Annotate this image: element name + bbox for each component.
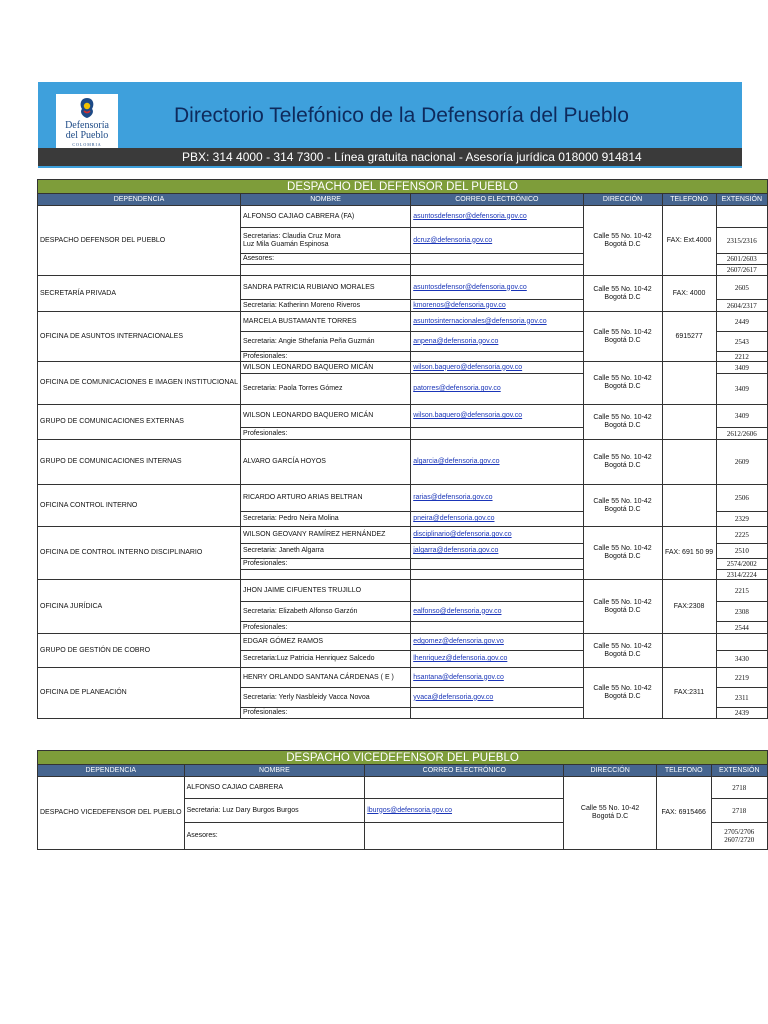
dependencia-cell: OFICINA DE PLANEACIÓN	[38, 668, 241, 719]
nombre-cell: Secretaria: Elizabeth Alfonso Garzón	[240, 602, 410, 622]
correo-cell	[365, 777, 564, 799]
logo-text-line2: del Pueblo	[65, 130, 109, 141]
telefono-cell: FAX: 691 50 99	[662, 527, 716, 580]
section-title-row	[38, 751, 768, 765]
correo-cell	[411, 570, 583, 580]
dependencia-cell: OFICINA CONTROL INTERNO	[38, 485, 241, 527]
extension-cell: 2544	[716, 622, 767, 634]
column-header: NOMBRE	[240, 194, 410, 206]
pbx-bar	[38, 148, 742, 166]
telefono-cell	[662, 405, 716, 440]
table-row	[38, 485, 768, 512]
correo-cell[interactable]: dcruz@defensoria.gov.co	[411, 228, 583, 254]
table-row	[38, 668, 768, 688]
nombre-cell: Asesores:	[184, 823, 365, 850]
correo-cell	[411, 254, 583, 265]
extension-cell: 2308	[716, 602, 767, 622]
nombre-cell: Secretaria: Pedro Neira Molina	[240, 512, 410, 527]
nombre-cell: WILSON GEOVANY RAMÍREZ HERNÁNDEZ	[240, 527, 410, 544]
column-header: TELEFONO	[656, 765, 711, 777]
correo-cell[interactable]: algarcia@defensoria.gov.co	[411, 440, 583, 485]
dependencia-cell: GRUPO DE COMUNICACIONES INTERNAS	[38, 440, 241, 485]
direccion-cell: Calle 55 No. 10-42 Bogotá D.C	[583, 362, 662, 405]
extension-cell: 2604/2317	[716, 300, 767, 312]
nombre-cell: Asesores:	[240, 254, 410, 265]
dependencia-cell: DESPACHO DEFENSOR DEL PUEBLO	[38, 206, 241, 276]
correo-cell	[411, 428, 583, 440]
telefono-cell	[662, 362, 716, 405]
column-header-row	[38, 765, 768, 777]
nombre-cell	[240, 570, 410, 580]
nombre-cell: Profesionales:	[240, 559, 410, 570]
nombre-cell: EDGAR GÓMEZ RAMOS	[240, 634, 410, 651]
extension-cell: 2609	[716, 440, 767, 485]
extension-cell: 3409	[716, 362, 767, 374]
correo-cell[interactable]: disciplinario@defensoria.gov.co	[411, 527, 583, 544]
column-header: EXTENSIÓN	[716, 194, 767, 206]
section-title: DESPACHO VICEDEFENSOR DEL PUEBLO	[38, 751, 768, 765]
direccion-cell: Calle 55 No. 10-42 Bogotá D.C	[583, 668, 662, 719]
correo-cell	[411, 622, 583, 634]
nombre-cell: Profesionales:	[240, 352, 410, 362]
direccion-cell: Calle 55 No. 10-42 Bogotá D.C	[564, 777, 656, 850]
extension-cell: 2449	[716, 312, 767, 332]
extension-cell: 2601/2603	[716, 254, 767, 265]
telefono-cell: FAX:2308	[662, 580, 716, 634]
correo-cell[interactable]: anpena@defensoria.gov.co	[411, 332, 583, 352]
direccion-cell: Calle 55 No. 10-42 Bogotá D.C	[583, 580, 662, 634]
correo-cell[interactable]: edgomez@defensoria.gov.vo	[411, 634, 583, 651]
dependencia-cell: DESPACHO VICEDEFENSOR DEL PUEBLO	[38, 777, 185, 850]
telefono-cell: 6915277	[662, 312, 716, 362]
correo-cell[interactable]: wilson.baquero@defensoria.gov.co	[411, 362, 583, 374]
direccion-cell: Calle 55 No. 10-42 Bogotá D.C	[583, 527, 662, 580]
direccion-cell: Calle 55 No. 10-42 Bogotá D.C	[583, 206, 662, 276]
table-row	[38, 440, 768, 485]
extension-cell: 2314/2224	[716, 570, 767, 580]
nombre-cell: MARCELA BUSTAMANTE TORRES	[240, 312, 410, 332]
correo-cell[interactable]: lburgos@defensoria.gov.co	[365, 799, 564, 823]
extension-cell	[716, 206, 767, 228]
telefono-cell	[662, 485, 716, 527]
dependencia-cell: OFICINA DE COMUNICACIONES E IMAGEN INSTITUCIONAL	[38, 362, 241, 405]
correo-cell[interactable]: lhenriquez@defensoria.gov.co	[411, 651, 583, 668]
nombre-cell: Secretaria: Katherinn Moreno Riveros	[240, 300, 410, 312]
correo-cell	[411, 580, 583, 602]
nombre-cell: Profesionales:	[240, 428, 410, 440]
direccion-cell: Calle 55 No. 10-42 Bogotá D.C	[583, 276, 662, 312]
correo-cell	[365, 823, 564, 850]
nombre-cell: HENRY ORLANDO SANTANA CÁRDENAS ( E )	[240, 668, 410, 688]
extension-cell: 3409	[716, 405, 767, 428]
column-header: DIRECCIÓN	[583, 194, 662, 206]
section-title-row	[38, 180, 768, 194]
telefono-cell: FAX: Ext.4000	[662, 206, 716, 276]
section-title: DESPACHO DEL DEFENSOR DEL PUEBLO	[38, 180, 768, 194]
column-header: DEPENDENCIA	[38, 765, 185, 777]
table-row	[38, 362, 768, 374]
dependencia-cell: OFICINA DE CONTROL INTERNO DISCIPLINARIO	[38, 527, 241, 580]
extension-cell: 2311	[716, 688, 767, 708]
extension-cell: 2219	[716, 668, 767, 688]
correo-cell[interactable]: patorres@defensoria.gov.co	[411, 374, 583, 405]
extension-cell: 2510	[716, 544, 767, 559]
column-header-row	[38, 194, 768, 206]
correo-cell[interactable]: asuntosdefensor@defensoria.gov.co	[411, 206, 583, 228]
extension-cell: 3409	[716, 374, 767, 405]
table-row	[38, 206, 768, 228]
nombre-cell: ALFONSO CAJIAO CABRERA (FA)	[240, 206, 410, 228]
nombre-cell: ALFONSO CAJIAO CABRERA	[184, 777, 365, 799]
correo-cell[interactable]: pneira@defensoria.gov.co	[411, 512, 583, 527]
column-header: DEPENDENCIA	[38, 194, 241, 206]
correo-cell[interactable]: asuntosinternacionales@defensoria.gov.co	[411, 312, 583, 332]
nombre-cell: WILSON LEONARDO BAQUERO MICÁN	[240, 405, 410, 428]
nombre-cell: Secretarias: Claudia Cruz Mora Luz Mila Guamán Espinosa	[240, 228, 410, 254]
column-header: NOMBRE	[184, 765, 365, 777]
directory-table-vicedefensor	[37, 750, 768, 850]
nombre-cell: Profesionales:	[240, 622, 410, 634]
dependencia-cell: OFICINA JURÍDICA	[38, 580, 241, 634]
extension-cell	[716, 634, 767, 651]
extension-cell: 2718	[711, 777, 767, 799]
column-header: CORREO ELECTRÓNICO	[365, 765, 564, 777]
extension-cell: 2705/2706 2607/2720	[711, 823, 767, 850]
page-title: Directorio Telefónico de la Defensoría del Pueblo	[174, 104, 629, 127]
nombre-cell: JHON JAIME CIFUENTES TRUJILLO	[240, 580, 410, 602]
extension-cell: 2607/2617	[716, 265, 767, 276]
correo-cell[interactable]: kmorenos@defensoria.gov.co	[411, 300, 583, 312]
correo-cell[interactable]: ealfonso@defensoria.gov.co	[411, 602, 583, 622]
extension-cell: 2315/2316	[716, 228, 767, 254]
correo-cell[interactable]: hsantana@defensoria.gov.co	[411, 668, 583, 688]
table-row	[38, 276, 768, 300]
extension-cell: 2225	[716, 527, 767, 544]
extension-cell: 2574/2002	[716, 559, 767, 570]
extension-cell: 2605	[716, 276, 767, 300]
dependencia-cell: GRUPO DE COMUNICACIONES EXTERNAS	[38, 405, 241, 440]
direccion-cell: Calle 55 No. 10-42 Bogotá D.C	[583, 485, 662, 527]
direccion-cell: Calle 55 No. 10-42 Bogotá D.C	[583, 634, 662, 668]
nombre-cell: Secretaria: Paola Torres Gómez	[240, 374, 410, 405]
directory-table-defensor	[37, 179, 768, 719]
column-header: TELEFONO	[662, 194, 716, 206]
dependencia-cell: OFICINA DE ASUNTOS INTERNACIONALES	[38, 312, 241, 362]
extension-cell: 2718	[711, 799, 767, 823]
nombre-cell: Secretaria: Janeth Algarra	[240, 544, 410, 559]
correo-cell[interactable]: wilson.baquero@defensoria.gov.co	[411, 405, 583, 428]
defensoria-logo	[56, 94, 118, 156]
nombre-cell: Secretaria: Yerly Nasbleidy Vacca Novoa	[240, 688, 410, 708]
table-row	[38, 634, 768, 651]
table-row	[38, 580, 768, 602]
extension-cell: 3430	[716, 651, 767, 668]
correo-cell	[411, 265, 583, 276]
telefono-cell	[662, 440, 716, 485]
extension-cell: 2439	[716, 708, 767, 719]
nombre-cell: RICARDO ARTURO ARIAS BELTRAN	[240, 485, 410, 512]
nombre-cell: SANDRA PATRICIA RUBIANO MORALES	[240, 276, 410, 300]
dependencia-cell: GRUPO DE GESTIÓN DE COBRO	[38, 634, 241, 668]
telefono-cell	[662, 634, 716, 668]
nombre-cell: WILSON LEONARDO BAQUERO MICÁN	[240, 362, 410, 374]
extension-cell: 2506	[716, 485, 767, 512]
correo-cell[interactable]: rarias@defensoria.gov.co	[411, 485, 583, 512]
direccion-cell: Calle 55 No. 10-42 Bogotá D.C	[583, 312, 662, 362]
nombre-cell: Secretaria:Luz Patricia Henriquez Salcedo	[240, 651, 410, 668]
logo-emblem-icon	[77, 97, 97, 119]
table-row	[38, 527, 768, 544]
extension-cell: 2215	[716, 580, 767, 602]
direccion-cell: Calle 55 No. 10-42 Bogotá D.C	[583, 440, 662, 485]
header-banner	[38, 82, 742, 168]
column-header: CORREO ELECTRÓNICO	[411, 194, 583, 206]
nombre-cell: Secretaria: Angie Sthefania Peña Guzmán	[240, 332, 410, 352]
telefono-cell: FAX: 4000	[662, 276, 716, 312]
correo-cell[interactable]: yvaca@defensoria.gov.co	[411, 688, 583, 708]
telefono-cell: FAX: 6915466	[656, 777, 711, 850]
correo-cell	[411, 352, 583, 362]
extension-cell: 2329	[716, 512, 767, 527]
extension-cell: 2612/2606	[716, 428, 767, 440]
extension-cell: 2212	[716, 352, 767, 362]
column-header: DIRECCIÓN	[564, 765, 656, 777]
table-row	[38, 777, 768, 799]
nombre-cell	[240, 265, 410, 276]
column-header: EXTENSIÓN	[711, 765, 767, 777]
nombre-cell: ALVARO GARCÍA HOYOS	[240, 440, 410, 485]
dependencia-cell: SECRETARÍA PRIVADA	[38, 276, 241, 312]
logo-text-line1: Defensoría	[65, 120, 109, 131]
correo-cell	[411, 559, 583, 570]
nombre-cell: Secretaria: Luz Dary Burgos Burgos	[184, 799, 365, 823]
correo-cell[interactable]: asuntosdefensor@defensoria.gov.co	[411, 276, 583, 300]
logo-text-line3: COLOMBIA	[72, 142, 102, 147]
correo-cell	[411, 708, 583, 719]
telefono-cell: FAX:2311	[662, 668, 716, 719]
pbx-text: PBX: 314 4000 - 314 7300 - Línea gratuita nacional - Asesoría jurídica 018000 914814	[182, 150, 642, 164]
nombre-cell: Profesionales:	[240, 708, 410, 719]
direccion-cell: Calle 55 No. 10-42 Bogotá D.C	[583, 405, 662, 440]
extension-cell: 2543	[716, 332, 767, 352]
table-row	[38, 405, 768, 428]
table-row	[38, 312, 768, 332]
correo-cell[interactable]: jalgarra@defensoria.gov.co	[411, 544, 583, 559]
